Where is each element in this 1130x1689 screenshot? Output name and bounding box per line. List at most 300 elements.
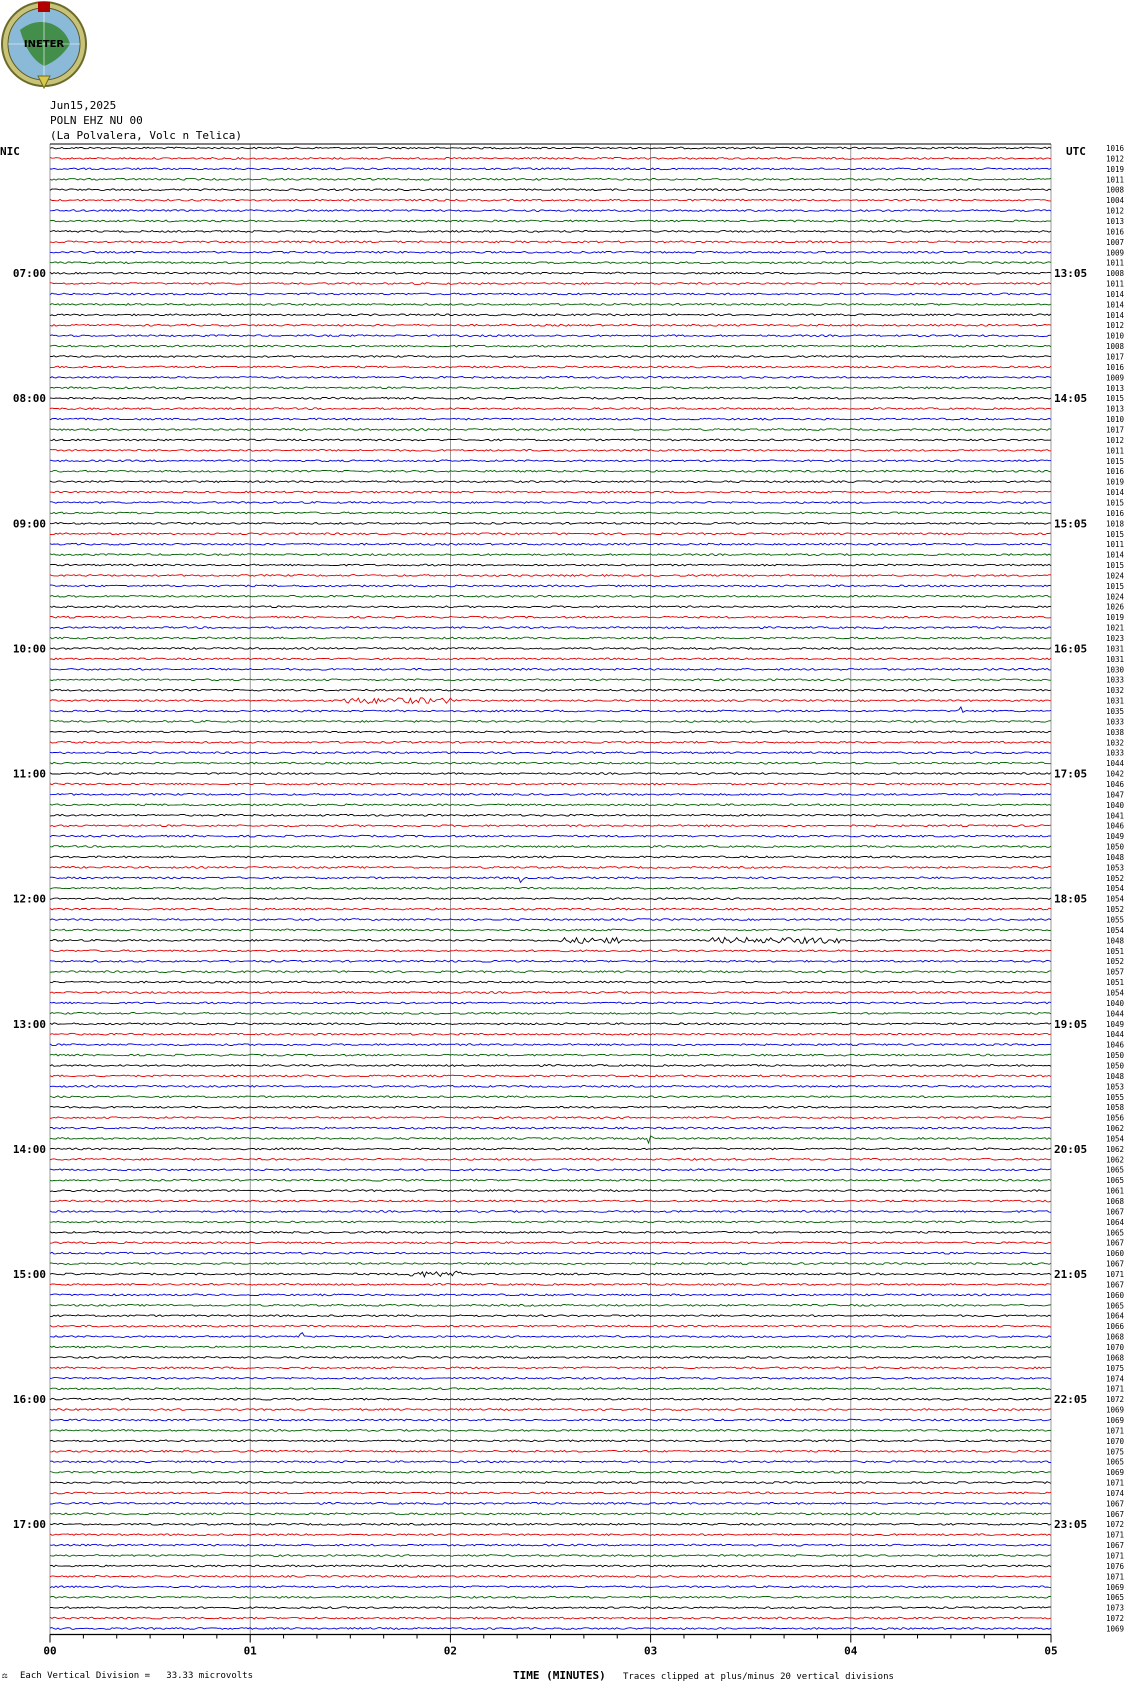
trace-value: 1067 bbox=[1106, 1499, 1125, 1509]
trace-value: 1057 bbox=[1106, 967, 1125, 977]
trace-93 bbox=[50, 1117, 1051, 1119]
trace-value: 1012 bbox=[1106, 206, 1125, 216]
trace-74 bbox=[50, 919, 1051, 921]
trace-53 bbox=[50, 698, 1051, 704]
trace-value: 1044 bbox=[1106, 1030, 1125, 1040]
trace-54 bbox=[50, 707, 1051, 712]
trace-5 bbox=[50, 199, 1051, 201]
trace-48 bbox=[50, 648, 1051, 650]
left-time-label: 15:00 bbox=[12, 1268, 46, 1282]
trace-1 bbox=[50, 158, 1051, 160]
trace-16 bbox=[50, 314, 1051, 316]
trace-58 bbox=[50, 752, 1051, 754]
trace-33 bbox=[50, 491, 1051, 493]
trace-value: 1012 bbox=[1106, 321, 1125, 331]
x-tick-label: 03 bbox=[643, 1644, 658, 1658]
trace-12 bbox=[50, 272, 1051, 274]
left-axis-title: NIC bbox=[0, 145, 20, 158]
trace-120 bbox=[50, 1398, 1051, 1400]
trace-value: 1060 bbox=[1106, 1249, 1125, 1259]
trace-121 bbox=[50, 1409, 1051, 1411]
x-tick-label: 00 bbox=[43, 1644, 57, 1658]
x-tick-label: 01 bbox=[243, 1644, 257, 1658]
trace-value: 1015 bbox=[1106, 456, 1125, 466]
trace-value: 1013 bbox=[1106, 216, 1125, 226]
trace-62 bbox=[50, 794, 1051, 796]
trace-138 bbox=[50, 1586, 1051, 1588]
trace-38 bbox=[50, 543, 1051, 545]
trace-133 bbox=[50, 1534, 1051, 1536]
trace-value: 1051 bbox=[1106, 978, 1125, 988]
trace-value: 1019 bbox=[1106, 164, 1125, 174]
trace-31 bbox=[50, 470, 1051, 472]
trace-value: 1049 bbox=[1106, 832, 1125, 842]
trace-value: 1067 bbox=[1106, 1259, 1125, 1269]
trace-89 bbox=[50, 1075, 1051, 1077]
trace-40 bbox=[50, 564, 1051, 566]
trace-value: 1012 bbox=[1106, 435, 1125, 445]
trace-43 bbox=[50, 595, 1051, 597]
trace-value: 1068 bbox=[1106, 1353, 1125, 1363]
trace-value: 1067 bbox=[1106, 1207, 1125, 1217]
right-time-label: 14:05 bbox=[1054, 392, 1088, 406]
trace-75 bbox=[50, 929, 1051, 931]
trace-101 bbox=[50, 1200, 1051, 1202]
trace-130 bbox=[50, 1503, 1051, 1505]
trace-47 bbox=[50, 637, 1051, 639]
trace-86 bbox=[50, 1044, 1051, 1046]
trace-2 bbox=[50, 168, 1051, 170]
trace-28 bbox=[50, 439, 1051, 441]
right-axis-title: UTC bbox=[1066, 145, 1086, 158]
right-time-label: 21:05 bbox=[1054, 1268, 1088, 1282]
trace-value: 1048 bbox=[1106, 852, 1125, 862]
trace-115 bbox=[50, 1346, 1051, 1348]
x-tick-label: 05 bbox=[1044, 1644, 1058, 1658]
trace-value: 1067 bbox=[1106, 1541, 1125, 1551]
trace-135 bbox=[50, 1555, 1051, 1557]
trace-109 bbox=[50, 1284, 1051, 1286]
left-time-label: 12:00 bbox=[12, 892, 46, 906]
left-time-label: 13:00 bbox=[12, 1017, 46, 1031]
trace-30 bbox=[50, 460, 1051, 462]
trace-value: 1071 bbox=[1106, 1551, 1125, 1561]
trace-value: 1069 bbox=[1106, 1624, 1125, 1634]
right-time-label: 19:05 bbox=[1054, 1017, 1088, 1031]
trace-value: 1011 bbox=[1106, 175, 1125, 185]
trace-value: 1014 bbox=[1106, 550, 1125, 560]
trace-value: 1017 bbox=[1106, 425, 1125, 435]
trace-99 bbox=[50, 1179, 1051, 1181]
trace-34 bbox=[50, 502, 1051, 504]
trace-104 bbox=[50, 1231, 1051, 1233]
trace-10 bbox=[50, 251, 1051, 253]
trace-6 bbox=[50, 210, 1051, 212]
trace-22 bbox=[50, 377, 1051, 379]
trace-value: 1048 bbox=[1106, 1071, 1125, 1081]
trace-value: 1066 bbox=[1106, 1322, 1125, 1332]
trace-value: 1052 bbox=[1106, 905, 1125, 915]
trace-value: 1011 bbox=[1106, 279, 1125, 289]
trace-value: 1062 bbox=[1106, 1144, 1125, 1154]
trace-value: 1040 bbox=[1106, 800, 1125, 810]
trace-64 bbox=[50, 814, 1051, 816]
trace-value: 1071 bbox=[1106, 1572, 1125, 1582]
trace-value: 1054 bbox=[1106, 884, 1125, 894]
trace-value: 1071 bbox=[1106, 1270, 1125, 1280]
trace-value: 1069 bbox=[1106, 1405, 1125, 1415]
trace-value: 1011 bbox=[1106, 540, 1125, 550]
trace-66 bbox=[50, 835, 1051, 837]
trace-value: 1044 bbox=[1106, 759, 1125, 769]
trace-value: 1064 bbox=[1106, 1311, 1125, 1321]
right-time-label: 16:05 bbox=[1054, 642, 1088, 656]
trace-value: 1033 bbox=[1106, 675, 1125, 685]
trace-value: 1015 bbox=[1106, 394, 1125, 404]
trace-value: 1073 bbox=[1106, 1603, 1125, 1613]
trace-67 bbox=[50, 846, 1051, 848]
trace-value: 1019 bbox=[1106, 613, 1125, 623]
trace-value: 1062 bbox=[1106, 1124, 1125, 1134]
trace-32 bbox=[50, 481, 1051, 483]
trace-83 bbox=[50, 1013, 1051, 1015]
trace-118 bbox=[50, 1377, 1051, 1379]
trace-value: 1074 bbox=[1106, 1488, 1125, 1498]
trace-65 bbox=[50, 825, 1051, 827]
trace-value: 1016 bbox=[1106, 362, 1125, 372]
trace-13 bbox=[50, 283, 1051, 285]
trace-91 bbox=[50, 1096, 1051, 1098]
trace-value: 1074 bbox=[1106, 1374, 1125, 1384]
right-time-label: 23:05 bbox=[1054, 1518, 1088, 1532]
trace-114 bbox=[50, 1333, 1051, 1338]
trace-131 bbox=[50, 1513, 1051, 1515]
trace-46 bbox=[50, 627, 1051, 629]
trace-value: 1008 bbox=[1106, 269, 1125, 279]
trace-value: 1050 bbox=[1106, 1051, 1125, 1061]
trace-49 bbox=[50, 658, 1051, 660]
trace-value: 1050 bbox=[1106, 1061, 1125, 1071]
trace-98 bbox=[50, 1169, 1051, 1171]
trace-value: 1076 bbox=[1106, 1561, 1125, 1571]
trace-value: 1067 bbox=[1106, 1280, 1125, 1290]
station-code: POLN EHZ NU 00 bbox=[50, 114, 143, 127]
trace-23 bbox=[50, 387, 1051, 389]
trace-84 bbox=[50, 1023, 1051, 1025]
trace-128 bbox=[50, 1482, 1051, 1484]
trace-value: 1075 bbox=[1106, 1363, 1125, 1373]
trace-value: 1049 bbox=[1106, 1019, 1125, 1029]
trace-3 bbox=[50, 178, 1051, 180]
trace-value: 1010 bbox=[1106, 331, 1125, 341]
trace-134 bbox=[50, 1544, 1051, 1546]
trace-value: 1046 bbox=[1106, 821, 1125, 831]
trace-value: 1065 bbox=[1106, 1593, 1125, 1603]
trace-129 bbox=[50, 1492, 1051, 1494]
left-time-label: 07:00 bbox=[12, 267, 46, 281]
trace-4 bbox=[50, 189, 1051, 191]
trace-80 bbox=[50, 981, 1051, 983]
trace-81 bbox=[50, 992, 1051, 994]
corner-mark: ⚖ bbox=[2, 1671, 8, 1681]
trace-value: 1038 bbox=[1106, 727, 1125, 737]
trace-126 bbox=[50, 1461, 1051, 1463]
trace-78 bbox=[50, 960, 1051, 962]
trace-0 bbox=[50, 147, 1051, 149]
trace-value: 1007 bbox=[1106, 237, 1125, 247]
trace-value: 1031 bbox=[1106, 696, 1125, 706]
trace-value: 1008 bbox=[1106, 185, 1125, 195]
trace-71 bbox=[50, 887, 1051, 889]
trace-14 bbox=[50, 293, 1051, 295]
trace-value: 1065 bbox=[1106, 1457, 1125, 1467]
trace-96 bbox=[50, 1148, 1051, 1150]
left-time-label: 11:00 bbox=[12, 767, 46, 781]
left-time-label: 10:00 bbox=[12, 642, 46, 656]
trace-27 bbox=[50, 429, 1051, 431]
trace-29 bbox=[50, 450, 1051, 452]
trace-value: 1072 bbox=[1106, 1395, 1125, 1405]
trace-value: 1040 bbox=[1106, 998, 1125, 1008]
trace-value: 1052 bbox=[1106, 873, 1125, 883]
trace-26 bbox=[50, 418, 1051, 420]
trace-108 bbox=[50, 1271, 1051, 1277]
trace-107 bbox=[50, 1263, 1051, 1265]
trace-127 bbox=[50, 1471, 1051, 1473]
trace-value: 1014 bbox=[1106, 300, 1125, 310]
trace-142 bbox=[50, 1628, 1051, 1630]
trace-value: 1053 bbox=[1106, 863, 1125, 873]
trace-97 bbox=[50, 1158, 1051, 1160]
right-time-label: 22:05 bbox=[1054, 1393, 1088, 1407]
trace-50 bbox=[50, 668, 1051, 670]
trace-value: 1009 bbox=[1106, 248, 1125, 258]
trace-value: 1071 bbox=[1106, 1384, 1125, 1394]
trace-42 bbox=[50, 585, 1051, 587]
trace-value: 1052 bbox=[1106, 957, 1125, 967]
trace-value: 1008 bbox=[1106, 342, 1125, 352]
trace-95 bbox=[50, 1136, 1051, 1143]
trace-value: 1013 bbox=[1106, 383, 1125, 393]
trace-value: 1053 bbox=[1106, 1082, 1125, 1092]
logo-text: INETER bbox=[23, 39, 65, 50]
x-tick-label: 02 bbox=[443, 1644, 458, 1658]
trace-37 bbox=[50, 533, 1051, 535]
trace-59 bbox=[50, 762, 1051, 764]
trace-52 bbox=[50, 689, 1051, 691]
trace-value: 1031 bbox=[1106, 644, 1125, 654]
trace-136 bbox=[50, 1565, 1051, 1567]
trace-119 bbox=[50, 1388, 1051, 1390]
trace-36 bbox=[50, 522, 1051, 524]
trace-77 bbox=[50, 950, 1051, 952]
trace-value: 1041 bbox=[1106, 811, 1125, 821]
trace-value: 1070 bbox=[1106, 1436, 1125, 1446]
trace-value: 1032 bbox=[1106, 738, 1125, 748]
trace-value: 1064 bbox=[1106, 1217, 1125, 1227]
station-location: (La Polvalera, Volc n Telica) bbox=[50, 129, 243, 142]
trace-value: 1013 bbox=[1106, 404, 1125, 414]
trace-value: 1069 bbox=[1106, 1468, 1125, 1478]
trace-51 bbox=[50, 679, 1051, 681]
trace-value: 1067 bbox=[1106, 1238, 1125, 1248]
trace-value: 1021 bbox=[1106, 623, 1125, 633]
trace-69 bbox=[50, 867, 1051, 869]
trace-value: 1047 bbox=[1106, 790, 1125, 800]
right-time-label: 18:05 bbox=[1054, 892, 1088, 906]
trace-value: 1016 bbox=[1106, 144, 1125, 153]
right-time-label: 17:05 bbox=[1054, 767, 1088, 781]
trace-value: 1071 bbox=[1106, 1426, 1125, 1436]
trace-102 bbox=[50, 1211, 1051, 1213]
trace-value: 1071 bbox=[1106, 1478, 1125, 1488]
trace-value: 1033 bbox=[1106, 748, 1125, 758]
trace-value: 1010 bbox=[1106, 415, 1125, 425]
trace-85 bbox=[50, 1033, 1051, 1035]
trace-value: 1016 bbox=[1106, 508, 1125, 518]
trace-value: 1051 bbox=[1106, 946, 1125, 956]
trace-111 bbox=[50, 1304, 1051, 1306]
trace-20 bbox=[50, 356, 1051, 358]
trace-value: 1065 bbox=[1106, 1301, 1125, 1311]
trace-value: 1014 bbox=[1106, 289, 1125, 299]
trace-value: 1048 bbox=[1106, 936, 1125, 946]
trace-110 bbox=[50, 1294, 1051, 1296]
trace-25 bbox=[50, 408, 1051, 410]
scale-note: Each Vertical Division = 33.33 microvolts bbox=[20, 1671, 253, 1681]
trace-124 bbox=[50, 1440, 1051, 1442]
trace-value: 1009 bbox=[1106, 373, 1125, 383]
trace-value: 1015 bbox=[1106, 581, 1125, 591]
trace-44 bbox=[50, 606, 1051, 608]
trace-11 bbox=[50, 262, 1051, 264]
trace-137 bbox=[50, 1576, 1051, 1578]
trace-79 bbox=[50, 971, 1051, 973]
trace-56 bbox=[50, 731, 1051, 733]
trace-value: 1018 bbox=[1106, 519, 1125, 529]
trace-92 bbox=[50, 1106, 1051, 1108]
trace-139 bbox=[50, 1596, 1051, 1598]
trace-100 bbox=[50, 1190, 1051, 1192]
trace-60 bbox=[50, 773, 1051, 775]
trace-57 bbox=[50, 741, 1051, 743]
x-tick-label: 04 bbox=[844, 1644, 858, 1658]
trace-value: 1069 bbox=[1106, 1582, 1125, 1592]
x-axis-title: TIME (MINUTES) bbox=[513, 1669, 606, 1682]
trace-117 bbox=[50, 1367, 1051, 1369]
trace-value: 1054 bbox=[1106, 925, 1125, 935]
trace-73 bbox=[50, 908, 1051, 910]
right-time-label: 13:05 bbox=[1054, 267, 1088, 281]
trace-value: 1067 bbox=[1106, 1509, 1125, 1519]
trace-87 bbox=[50, 1054, 1051, 1056]
trace-value: 1055 bbox=[1106, 915, 1125, 925]
trace-value: 1014 bbox=[1106, 488, 1125, 498]
trace-value: 1054 bbox=[1106, 1134, 1125, 1144]
trace-value: 1055 bbox=[1106, 1092, 1125, 1102]
trace-140 bbox=[50, 1607, 1051, 1609]
trace-value: 1016 bbox=[1106, 467, 1125, 477]
seismic-traces bbox=[50, 147, 1051, 1629]
trace-70 bbox=[50, 877, 1051, 883]
trace-39 bbox=[50, 554, 1051, 556]
trace-68 bbox=[50, 856, 1051, 858]
trace-17 bbox=[50, 324, 1051, 326]
trace-8 bbox=[50, 231, 1051, 233]
trace-value: 1056 bbox=[1106, 1113, 1125, 1123]
trace-value: 1065 bbox=[1106, 1165, 1125, 1175]
trace-55 bbox=[50, 721, 1051, 723]
trace-value: 1071 bbox=[1106, 1530, 1125, 1540]
trace-106 bbox=[50, 1252, 1051, 1254]
trace-value: 1026 bbox=[1106, 602, 1125, 612]
trace-value: 1070 bbox=[1106, 1342, 1125, 1352]
trace-value: 1004 bbox=[1106, 196, 1125, 206]
trace-116 bbox=[50, 1357, 1051, 1359]
trace-112 bbox=[50, 1315, 1051, 1317]
trace-value: 1060 bbox=[1106, 1290, 1125, 1300]
trace-105 bbox=[50, 1242, 1051, 1244]
trace-90 bbox=[50, 1085, 1051, 1087]
left-time-label: 08:00 bbox=[12, 392, 46, 406]
trace-value: 1016 bbox=[1106, 227, 1125, 237]
trace-value: 1023 bbox=[1106, 634, 1125, 644]
trace-value: 1054 bbox=[1106, 894, 1125, 904]
trace-value: 1017 bbox=[1106, 352, 1125, 362]
trace-94 bbox=[50, 1127, 1051, 1129]
trace-value: 1015 bbox=[1106, 561, 1125, 571]
trace-value: 1065 bbox=[1106, 1176, 1125, 1186]
trace-value: 1054 bbox=[1106, 988, 1125, 998]
left-time-label: 14:00 bbox=[12, 1142, 46, 1156]
trace-21 bbox=[50, 366, 1051, 368]
left-time-label: 09:00 bbox=[12, 517, 46, 531]
trace-value: 1024 bbox=[1106, 571, 1125, 581]
trace-35 bbox=[50, 512, 1051, 514]
trace-value: 1035 bbox=[1106, 707, 1125, 717]
trace-72 bbox=[50, 898, 1051, 900]
left-time-label: 16:00 bbox=[12, 1393, 46, 1407]
trace-value: 1011 bbox=[1106, 258, 1125, 268]
trace-value: 1042 bbox=[1106, 769, 1125, 779]
trace-125 bbox=[50, 1450, 1051, 1452]
trace-value: 1050 bbox=[1106, 842, 1125, 852]
trace-value: 1015 bbox=[1106, 529, 1125, 539]
trace-values bbox=[1106, 144, 1125, 1633]
left-time-label: 17:00 bbox=[12, 1518, 46, 1532]
trace-value: 1068 bbox=[1106, 1332, 1125, 1342]
trace-132 bbox=[50, 1523, 1051, 1525]
trace-value: 1046 bbox=[1106, 1040, 1125, 1050]
right-time-label: 15:05 bbox=[1054, 517, 1088, 531]
trace-value: 1012 bbox=[1106, 154, 1125, 164]
trace-value: 1046 bbox=[1106, 779, 1125, 789]
trace-value: 1032 bbox=[1106, 686, 1125, 696]
trace-9 bbox=[50, 241, 1051, 243]
trace-82 bbox=[50, 1002, 1051, 1004]
trace-value: 1061 bbox=[1106, 1186, 1125, 1196]
trace-value: 1062 bbox=[1106, 1155, 1125, 1165]
trace-value: 1044 bbox=[1106, 1009, 1125, 1019]
trace-value: 1065 bbox=[1106, 1228, 1125, 1238]
trace-76 bbox=[50, 938, 1051, 944]
trace-7 bbox=[50, 220, 1051, 222]
trace-value: 1030 bbox=[1106, 665, 1125, 675]
trace-value: 1031 bbox=[1106, 654, 1125, 664]
trace-24 bbox=[50, 397, 1051, 399]
record-date: Jun15,2025 bbox=[50, 99, 117, 112]
trace-63 bbox=[50, 804, 1051, 806]
